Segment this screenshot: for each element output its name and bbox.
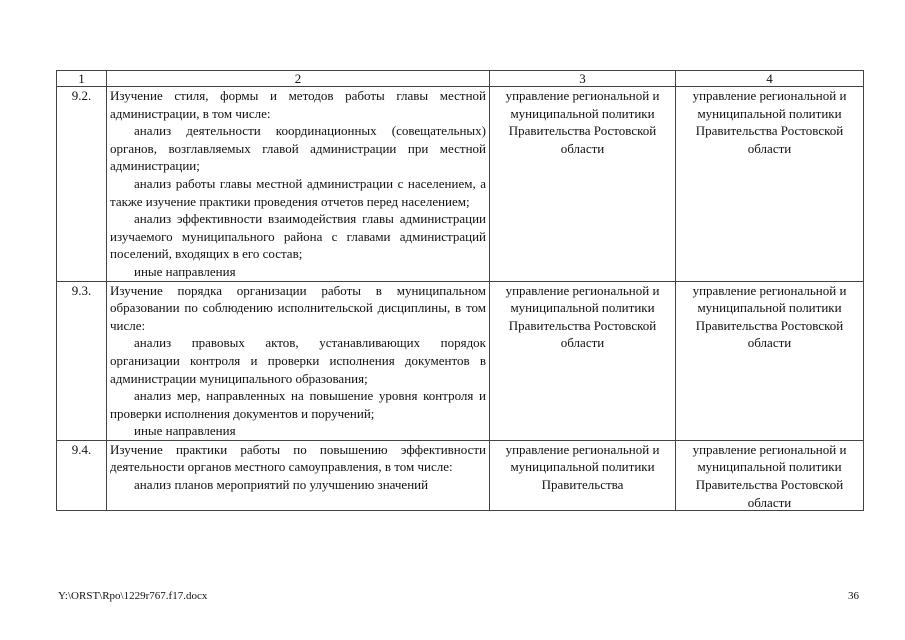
description-paragraph: анализ мер, направленных на повышение уровня контроля и проверки исполнения документов и поручений;: [110, 388, 486, 421]
row-description: [107, 281, 490, 440]
header-cell-3: 3: [490, 71, 676, 87]
description-paragraph: анализ правовых актов, устанавливающих порядок организации контроля и проверки исполнения документов в администрации муниципального образования;: [110, 335, 486, 386]
row-responsible: управление региональной и муниципальной политики Правительства Ростовской области: [676, 281, 864, 440]
row-executor: управление региональной и муниципальной политики Правительства Ростовской области: [490, 281, 676, 440]
row-number: 9.3.: [57, 281, 107, 440]
footer-file-path: Y:\ORST\Rpo\1229r767.f17.docx: [58, 590, 208, 602]
description-paragraph: Изучение порядка организации работы в муниципальном образовании по соблюдению исполнительской дисциплины, в том числе:: [110, 282, 486, 333]
table-row: [57, 440, 864, 510]
row-number: 9.4.: [57, 440, 107, 510]
page-number: 36: [848, 590, 859, 602]
table-row: [57, 87, 864, 282]
row-responsible: [676, 440, 864, 510]
responsible-text: управление региональной и муниципальной политики Правительства Ростовской области: [692, 441, 847, 510]
header-cell-1: 1: [57, 71, 107, 87]
description-paragraph: анализ деятельности координационных (совещательных) органов, возглавляемых главой администрации при местной администрации;: [110, 123, 486, 174]
row-number: 9.2.: [57, 87, 107, 282]
description-paragraph: Изучение стиля, формы и методов работы главы местной администрации, в том числе:: [110, 88, 486, 121]
plan-table: [56, 70, 864, 511]
description-paragraph: анализ эффективности взаимодействия главы администрации изучаемого муниципального района с главами администраций поселений, входящих в его состав;: [110, 211, 486, 262]
description-paragraph: иные направления: [134, 423, 236, 439]
row-description: [107, 440, 490, 510]
header-cell-4: 4: [676, 71, 864, 87]
executor-text: управление региональной и муниципальной политики Правительства: [505, 441, 660, 493]
description-paragraph: анализ планов мероприятий по улучшению значений: [134, 477, 429, 493]
description-paragraph: анализ работы главы местной администрации с населением, а также изучение практики проведения отчетов перед населением;: [110, 175, 486, 209]
row-responsible: управление региональной и муниципальной политики Правительства Ростовской области: [676, 87, 864, 282]
table-row: [57, 281, 864, 440]
description-paragraph: Изучение практики работы по повышению эффективности деятельности органов местного самоуправления, в том числе:: [110, 441, 486, 475]
table-header-row: [57, 71, 864, 87]
row-executor: [490, 440, 676, 510]
row-executor: управление региональной и муниципальной политики Правительства Ростовской области: [490, 87, 676, 282]
row-description: [107, 87, 490, 282]
header-cell-2: 2: [107, 71, 490, 87]
description-paragraph: иные направления: [134, 263, 236, 279]
